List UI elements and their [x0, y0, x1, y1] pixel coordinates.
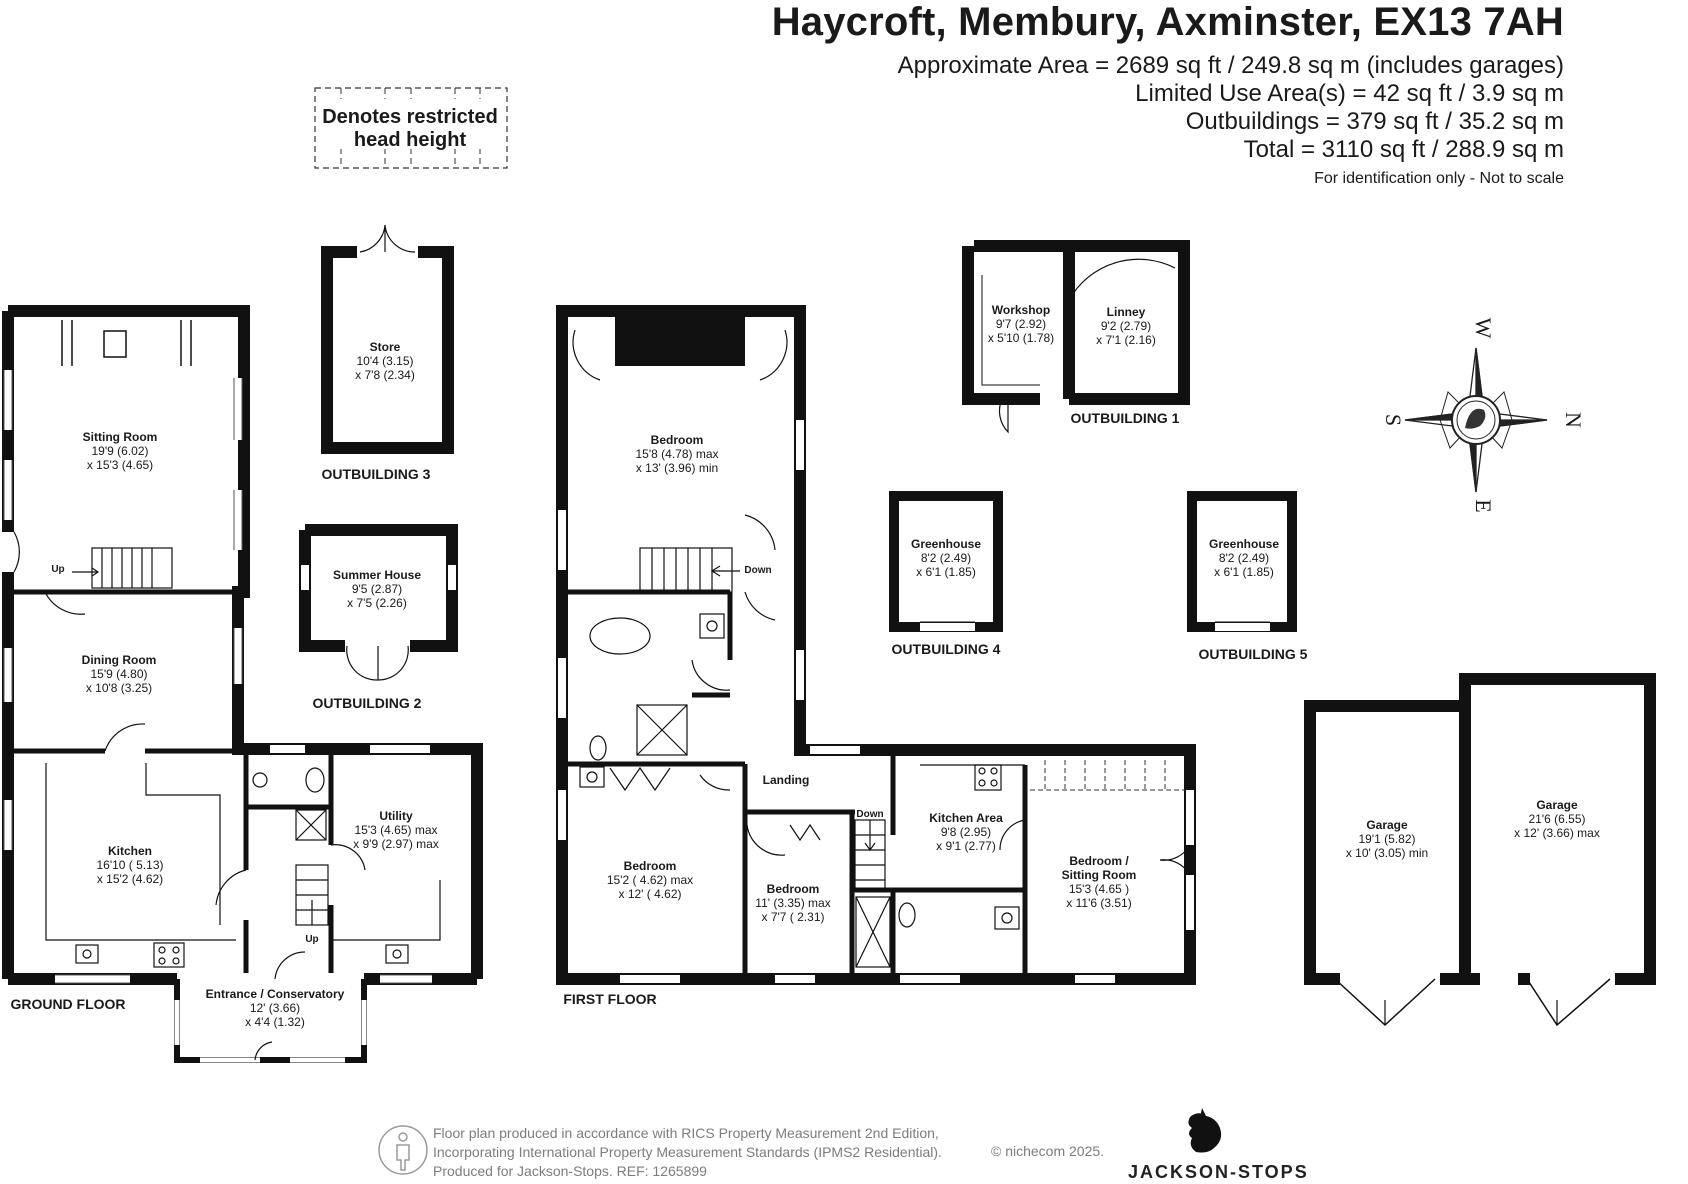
total-area: Total = 3110 sq ft / 288.9 sq m: [1243, 136, 1564, 163]
store-labels: [322, 340, 431, 482]
rics-person-icon: [379, 1126, 427, 1174]
dining-room-dim1: 15'9 (4.80): [90, 667, 148, 681]
ground-floor-labels: [10, 430, 438, 1029]
approximate-area: Approximate Area = 2689 sq ft / 249.8 sq m (includes garages): [897, 52, 1564, 79]
sitting-room-dim1: 19'9 (6.02): [91, 444, 149, 458]
compass-n: N: [1561, 412, 1586, 428]
kitchen-area-dim2: x 9'1 (2.77): [936, 839, 996, 853]
kitchen-name: Kitchen: [107, 844, 153, 858]
dining-room-name: Dining Room: [81, 653, 157, 667]
workshop-dim1: 9'7 (2.92): [995, 317, 1047, 331]
bedroom-3-dim2: x 7'7 ( 2.31): [761, 910, 825, 924]
compass-w: W: [1471, 317, 1496, 339]
workshop-dim2: x 5'10 (1.78): [987, 331, 1055, 345]
utility-dim2: x 9'9 (2.97) max: [353, 837, 439, 851]
kitchen-area-dim1: 9'8 (2.95): [940, 825, 992, 839]
sitting-room-name: Sitting Room: [82, 430, 158, 444]
compass-e: E: [1471, 499, 1496, 513]
footer-line-2: Incorporating International Property Measurement Standards (IPMS2 Residential).: [433, 1144, 942, 1160]
brand-name: JACKSON-STOPS: [1128, 1162, 1309, 1182]
bed-sitting-dim2: x 11'6 (3.51): [1066, 896, 1132, 910]
greenhouse-5-dim1: 8'2 (2.49): [1218, 551, 1270, 565]
greenhouse-labels: [892, 537, 1308, 662]
footer-line-1: Floor plan produced in accordance with RICS Property Measurement 2nd Edition,: [433, 1125, 939, 1141]
store-name: Store: [369, 340, 401, 354]
summer-house-labels: [313, 568, 422, 711]
jackson-stops-logo-icon: [1188, 1108, 1221, 1153]
summer-house-name: Summer House: [332, 568, 422, 582]
bedroom-main-dim1: 15'8 (4.78) max: [635, 447, 719, 461]
bed-sitting-name: Bedroom /: [1069, 854, 1129, 868]
bedroom-main-dim2: x 13' (3.96) min: [635, 461, 719, 475]
bedroom-3-dim1: 11' (3.35) max: [755, 896, 831, 910]
greenhouse-5-name: Greenhouse: [1208, 537, 1280, 551]
garage-1-dim1: 19'1 (5.82): [1358, 832, 1416, 846]
limited-use-area: Limited Use Area(s) = 42 sq ft / 3.9 sq m: [1135, 80, 1564, 107]
kitchen-area-name: Kitchen Area: [929, 811, 1003, 825]
garage-2-name: Garage: [1536, 798, 1578, 812]
outbuilding-3-label: OUTBUILDING 3: [321, 466, 431, 482]
entrance-name: Entrance / Conservatory: [205, 987, 345, 1001]
greenhouse-5-dim2: x 6'1 (1.85): [1214, 565, 1274, 579]
garage-labels: [1346, 798, 1600, 860]
sitting-room-dim2: x 15'3 (4.65): [86, 458, 154, 472]
bed-sitting-dim1: 15'3 (4.65 ): [1068, 882, 1130, 896]
outbuilding-5-label: OUTBUILDING 5: [1198, 646, 1308, 662]
bedroom-3-name: Bedroom: [766, 882, 820, 896]
kitchen-dim2: x 15'2 (4.62): [96, 872, 164, 886]
utility-name: Utility: [379, 809, 413, 823]
store-building: [327, 225, 448, 448]
bed-sitting-name-2: Sitting Room: [1061, 868, 1137, 882]
down-label: Down: [856, 809, 884, 820]
ground-floor-plan: [4, 311, 477, 1060]
outbuildings-area: Outbuildings = 379 sq ft / 35.2 sq m: [1185, 108, 1564, 135]
entrance-dim2: x 4'4 (1.32): [245, 1015, 305, 1029]
footer-line-3: Produced for Jackson-Stops. REF: 1265899: [433, 1163, 707, 1179]
summer-house-dim2: x 7'5 (2.26): [347, 596, 407, 610]
outbuilding-4-label: OUTBUILDING 4: [891, 641, 1001, 657]
legend-line-2: head height: [353, 129, 467, 151]
garage-2-dim2: x 12' (3.66) max: [1514, 826, 1600, 840]
outbuilding-1-labels: [988, 303, 1180, 426]
workshop-name: Workshop: [991, 303, 1051, 317]
bedroom-2-name: Bedroom: [623, 859, 677, 873]
page-title: Haycroft, Membury, Axminster, EX13 7AH: [771, 0, 1564, 44]
greenhouse-4-dim1: 8'2 (2.49): [920, 551, 972, 565]
landing-label: Landing: [762, 773, 810, 787]
bedroom-2-dim2: x 12' ( 4.62): [618, 887, 682, 901]
legend-line-1: Denotes restricted: [322, 106, 498, 128]
dining-room-dim2: x 10'8 (3.25): [85, 681, 153, 695]
store-dim2: x 7'8 (2.34): [355, 368, 415, 382]
bedroom-2-dim1: 15'2 ( 4.62) max: [606, 873, 694, 887]
entrance-dim1: 12' (3.66): [249, 1001, 301, 1015]
copyright: © nichecom 2025.: [991, 1143, 1105, 1159]
up-label: Up: [305, 934, 319, 945]
outbuilding-2-label: OUTBUILDING 2: [312, 695, 422, 711]
footer-note: [433, 1124, 942, 1181]
ground-floor-label: GROUND FLOOR: [10, 996, 126, 1012]
store-dim1: 10'4 (3.15): [356, 354, 414, 368]
garage-2-dim1: 21'6 (6.55): [1528, 812, 1586, 826]
linney-name: Linney: [1106, 305, 1146, 319]
compass-s: S: [1381, 413, 1406, 427]
utility-dim1: 15'3 (4.65) max: [354, 823, 438, 837]
bedroom-main-name: Bedroom: [650, 433, 704, 447]
up-label: Up: [51, 564, 65, 575]
greenhouse-4-dim2: x 6'1 (1.85): [916, 565, 976, 579]
kitchen-dim1: 16'10 ( 5.13): [96, 858, 164, 872]
scale-note: For identification only - Not to scale: [1314, 170, 1564, 187]
linney-dim1: 9'2 (2.79): [1100, 319, 1152, 333]
restricted-height-legend: [315, 88, 507, 168]
compass-rose: [1405, 348, 1547, 492]
summer-house-dim1: 9'5 (2.87): [351, 582, 403, 596]
down-label: Down: [744, 565, 772, 576]
garage-1-name: Garage: [1366, 818, 1408, 832]
garage-1-dim2: x 10' (3.05) min: [1345, 846, 1429, 860]
outbuilding-1-label: OUTBUILDING 1: [1070, 410, 1180, 426]
first-floor-label: FIRST FLOOR: [563, 991, 657, 1007]
greenhouse-4-name: Greenhouse: [910, 537, 982, 551]
linney-dim2: x 7'1 (2.16): [1096, 333, 1156, 347]
